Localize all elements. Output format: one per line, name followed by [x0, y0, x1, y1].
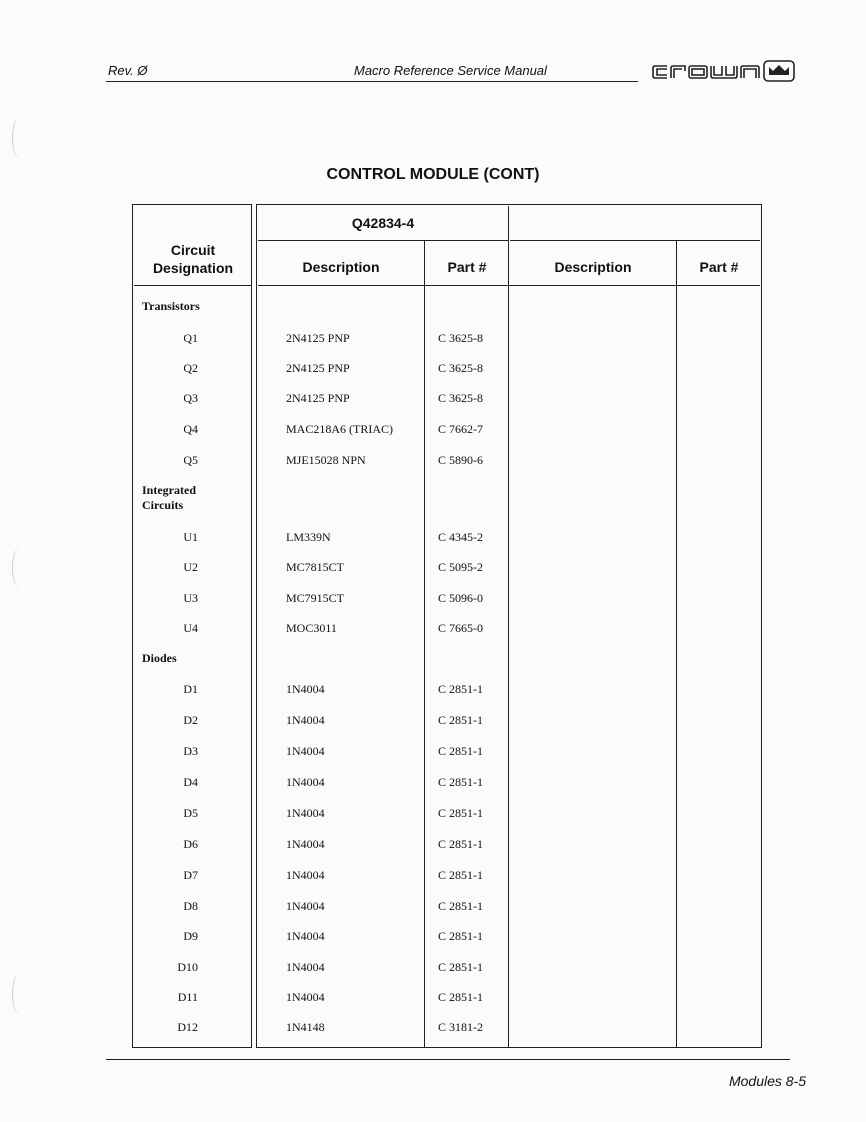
scan-artifact	[12, 548, 27, 588]
crown-logo	[651, 58, 803, 84]
row-part-number: C 2851-1	[438, 744, 483, 758]
row-part-number: C 2851-1	[438, 775, 483, 789]
row-part-number: C 3625-8	[438, 331, 483, 345]
row-description: MC7815CT	[286, 560, 345, 574]
row-part-number: C 5095-2	[438, 560, 483, 574]
row-description: MAC218A6 (TRIAC)	[286, 422, 393, 436]
row-description: MOC3011	[286, 621, 337, 635]
row-part-number: C 3181-2	[438, 1020, 483, 1034]
row-part-number: C 3625-8	[438, 391, 483, 405]
row-designation: D12	[177, 1020, 198, 1034]
row-description: MJE15028 NPN	[286, 453, 366, 467]
row-part-number: C 2851-1	[438, 899, 483, 913]
divider-description-part	[424, 240, 425, 1048]
row-part-number: C 7665-0	[438, 621, 483, 635]
row-designation: Q4	[183, 422, 198, 436]
manual-title: Macro Reference Service Manual	[354, 63, 547, 78]
row-description: 1N4148	[286, 1020, 325, 1034]
header-rule	[106, 81, 638, 82]
group-header-rule-2	[510, 240, 760, 241]
row-designation: U4	[183, 621, 198, 635]
page-title: CONTROL MODULE (CONT)	[326, 166, 540, 183]
page-footer-label: Modules 8-5	[728, 1073, 806, 1089]
scan-artifact	[12, 118, 27, 158]
row-part-number: C 2851-1	[438, 990, 483, 1004]
row-designation: D3	[183, 744, 198, 758]
row-designation: D10	[177, 960, 198, 974]
row-part-number: C 2851-1	[438, 837, 483, 851]
row-description: 1N4004	[286, 990, 325, 1004]
column-header-rule-2	[258, 285, 760, 286]
row-description: 1N4004	[286, 929, 325, 943]
revision-label: Rev. Ø	[108, 63, 148, 78]
row-designation: D7	[183, 868, 198, 882]
row-designation: U3	[183, 591, 198, 605]
row-part-number: C 2851-1	[438, 713, 483, 727]
row-part-number: C 2851-1	[438, 868, 483, 882]
row-part-number: C 7662-7	[438, 422, 483, 436]
row-description: 1N4004	[286, 837, 325, 851]
row-part-number: C 3625-8	[438, 361, 483, 375]
row-designation: D4	[183, 775, 198, 789]
category-integrated-circuits: Integrated Circuits	[142, 483, 196, 512]
row-description: 1N4004	[286, 775, 325, 789]
row-description: 1N4004	[286, 960, 325, 974]
row-description: 1N4004	[286, 899, 325, 913]
row-designation: U2	[183, 560, 198, 574]
row-part-number: C 4345-2	[438, 530, 483, 544]
row-designation: D11	[177, 990, 198, 1004]
row-designation: D5	[183, 806, 198, 820]
row-part-number: C 2851-1	[438, 682, 483, 696]
row-description: 1N4004	[286, 744, 325, 758]
row-designation: D9	[183, 929, 198, 943]
category-transistors: Transistors	[142, 299, 200, 313]
row-designation: Q3	[183, 391, 198, 405]
row-part-number: C 2851-1	[438, 806, 483, 820]
header-description: Description	[302, 259, 380, 275]
row-description: 2N4125 PNP	[286, 331, 350, 345]
row-designation: D1	[183, 682, 198, 696]
row-part-number: C 2851-1	[438, 960, 483, 974]
row-designation: Q5	[183, 453, 198, 467]
column-header-rule	[134, 285, 251, 286]
row-description: 1N4004	[286, 682, 325, 696]
scan-artifact	[12, 974, 27, 1014]
row-designation: U1	[183, 530, 198, 544]
row-part-number: C 5096-0	[438, 591, 483, 605]
row-description: 1N4004	[286, 806, 325, 820]
divider-description2-part2	[676, 240, 677, 1048]
row-designation: D6	[183, 837, 198, 851]
row-part-number: C 2851-1	[438, 929, 483, 943]
footer-rule	[106, 1059, 790, 1060]
row-designation: Q2	[183, 361, 198, 375]
group-label: Q42834-4	[351, 215, 415, 231]
divider-group	[508, 206, 509, 1048]
row-designation: D2	[183, 713, 198, 727]
row-description: 1N4004	[286, 868, 325, 882]
header-part-2: Part #	[699, 259, 739, 275]
row-description: 2N4125 PNP	[286, 361, 350, 375]
group-header-rule	[258, 240, 508, 241]
row-designation: D8	[183, 899, 198, 913]
category-diodes: Diodes	[142, 651, 177, 665]
header-description-2: Description	[554, 259, 632, 275]
row-description: MC7915CT	[286, 591, 345, 605]
header-circuit-designation: Circuit Designation	[152, 242, 234, 276]
row-part-number: C 5890-6	[438, 453, 483, 467]
row-description: 2N4125 PNP	[286, 391, 350, 405]
header-part: Part #	[447, 259, 487, 275]
row-description: 1N4004	[286, 713, 325, 727]
row-description: LM339N	[286, 530, 331, 544]
row-designation: Q1	[183, 331, 198, 345]
